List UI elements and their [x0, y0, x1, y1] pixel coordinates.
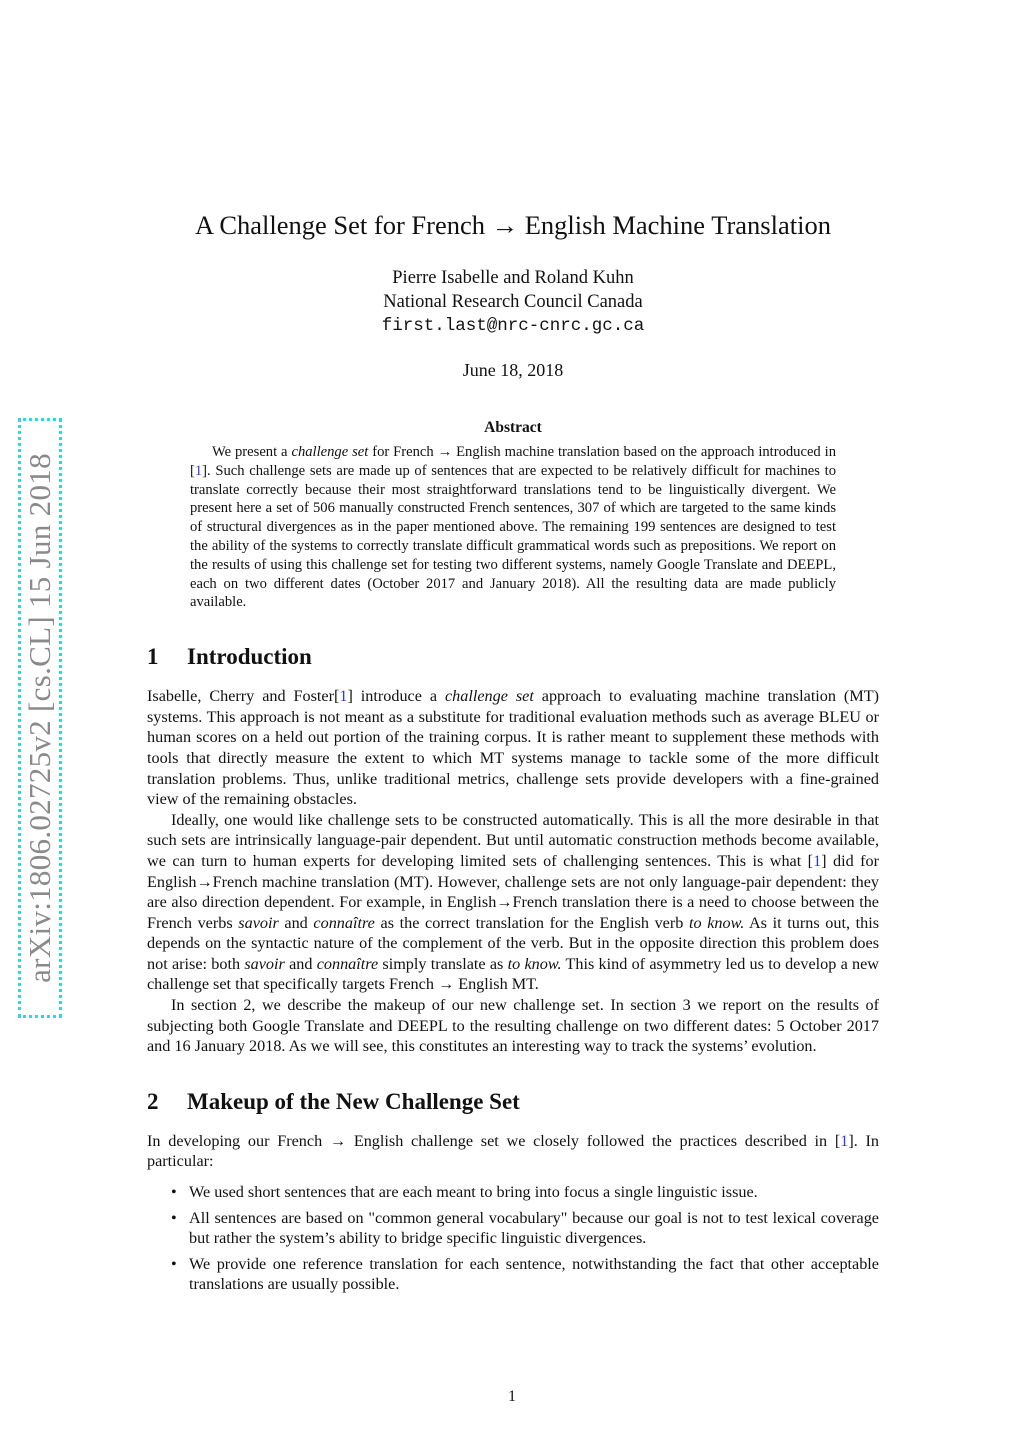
body-text: ]. In particular: [147, 1131, 880, 1171]
author-email: first.last@nrc-cnrc.gc.ca [381, 316, 645, 336]
section-title: Introduction [187, 644, 312, 670]
emphasis: to know. [689, 913, 745, 932]
section-number: 1 [147, 644, 159, 670]
arxiv-id: arXiv:1806.02725v2 [cs.CL] 15 Jun 2018 [22, 453, 57, 983]
section-heading-makeup [147, 1087, 879, 1117]
citation-link[interactable]: 1 [339, 687, 348, 706]
list-item: • We provide one reference translation for each sentence, notwithstanding the fact that other acceptable translations are usually possible. [147, 1254, 879, 1295]
emphasis: challenge set [444, 687, 534, 706]
body-text: and [284, 954, 317, 973]
paper-date: June 18, 2018 [462, 360, 564, 380]
citation-link[interactable]: 1 [194, 462, 203, 479]
abstract [190, 419, 836, 612]
paper-title: A Challenge Set for French → English Machine Translation [195, 210, 831, 240]
list-item: • All sentences are based on "common general vocabulary" because our goal is not to test lexical coverage but rather the system’s ability to bridge specific linguistic divergences. [147, 1208, 879, 1249]
body-text: This kind of asymmetry led us to develop a new challenge set that specifically targets French → English MT. [147, 954, 879, 994]
emphasis: to know. [507, 954, 562, 973]
list-item: • We used short sentences that are each meant to bring into focus a single linguistic issue. [147, 1182, 879, 1203]
page-number: 1 [508, 1388, 516, 1405]
section-number: 2 [147, 1088, 159, 1114]
abstract-text: We present a [212, 444, 292, 460]
intro-paragraph-3: In section 2, we describe the makeup of our new challenge set. In section 3 we report on the results of subjecting both Google Translate and DEEPL to the resulting challenge on two different dates: 5 October 2017 and 16 January 2018. As we will see, this constitutes an interesting way to track the systems’ evolution. [147, 996, 879, 1056]
citation-link[interactable]: 1 [840, 1131, 849, 1150]
body-text: As it turns out, this depends on the syntactic nature of the complement of the verb. But in the opposite direction this problem does not arise: both [147, 913, 880, 973]
citation-link[interactable]: 1 [813, 851, 822, 870]
authors: Pierre Isabelle and Roland Kuhn [392, 268, 634, 288]
body-text: simply translate as [378, 954, 508, 973]
makeup-paragraph-1 [147, 1131, 879, 1172]
paper-page [147, 206, 879, 1300]
body-text: Ideally, one would like challenge sets to be constructed automatically. This is all the more desirable in that such sets are intrinsically language-pair dependent. But until automatic construction methods become available, we can turn to human experts for developing limited sets of challenging sentences. This is what [ [147, 810, 879, 870]
body-text: ] did for English→French machine translation (MT). However, challenge sets are not only language-pair dependent: they are also direction dependent. For example, in English→French translation there is a need to choose between the French verbs [147, 851, 879, 932]
body-text: as the correct translation for the English verb [374, 913, 689, 932]
author-block [147, 266, 879, 338]
abstract-text: for French → English machine translation based on the approach introduced in [ [190, 444, 836, 479]
emphasis: connaître [313, 913, 375, 932]
abstract-body [190, 443, 836, 612]
body-text: and [278, 913, 314, 932]
body-text: approach to evaluating machine translation (MT) systems. This approach is not meant as a substitute for traditional evaluation methods such as average BLEU or human scores on a held out portion of the training corpus. It is rather meant to supplement these methods with tools that directly measure the extent to which MT systems manage to tackle some of the more difficult translation problems. Thus, unlike traditional metrics, challenge sets provide developers with a fine-grained view of the remaining obstacles. [147, 687, 879, 809]
body-text: In developing our French → English challenge set we closely followed the practices described in [ [147, 1131, 841, 1150]
affiliation: National Research Council Canada [383, 292, 643, 312]
emphasis: savoir [238, 913, 279, 932]
makeup-bullet-list [147, 1182, 879, 1295]
body-text: ] introduce a [347, 687, 445, 706]
abstract-emphasis: challenge set [291, 444, 369, 460]
emphasis: savoir [244, 954, 285, 973]
abstract-text: ]. Such challenge sets are made up of sentences that are expected to be relatively difficult for machines to translate correctly because their most straightforward translations tend to be linguistically divergent. We present here a set of 506 manually constructed French sentences, 307 of which are targeted to the same kinds of structural divergences as in the paper mentioned above. The remaining 199 sentences are designed to test the ability of the systems to correctly translate difficult grammatical words such as prepositions. We report on the results of using this challenge set for testing two different systems, namely Google Translate and DEEPL, each on two different dates (October 2017 and January 2018). All the resulting data are made publicly available. [190, 462, 836, 611]
body-text: Isabelle, Cherry and Foster[ [147, 687, 340, 706]
abstract-heading: Abstract [484, 419, 542, 436]
intro-paragraph-2 [147, 810, 879, 995]
intro-paragraph-1 [147, 686, 879, 810]
arxiv-sidebar-stamp [18, 418, 62, 1018]
section-title: Makeup of the New Challenge Set [187, 1088, 520, 1114]
emphasis: connaître [316, 954, 379, 973]
section-heading-introduction [147, 642, 879, 672]
